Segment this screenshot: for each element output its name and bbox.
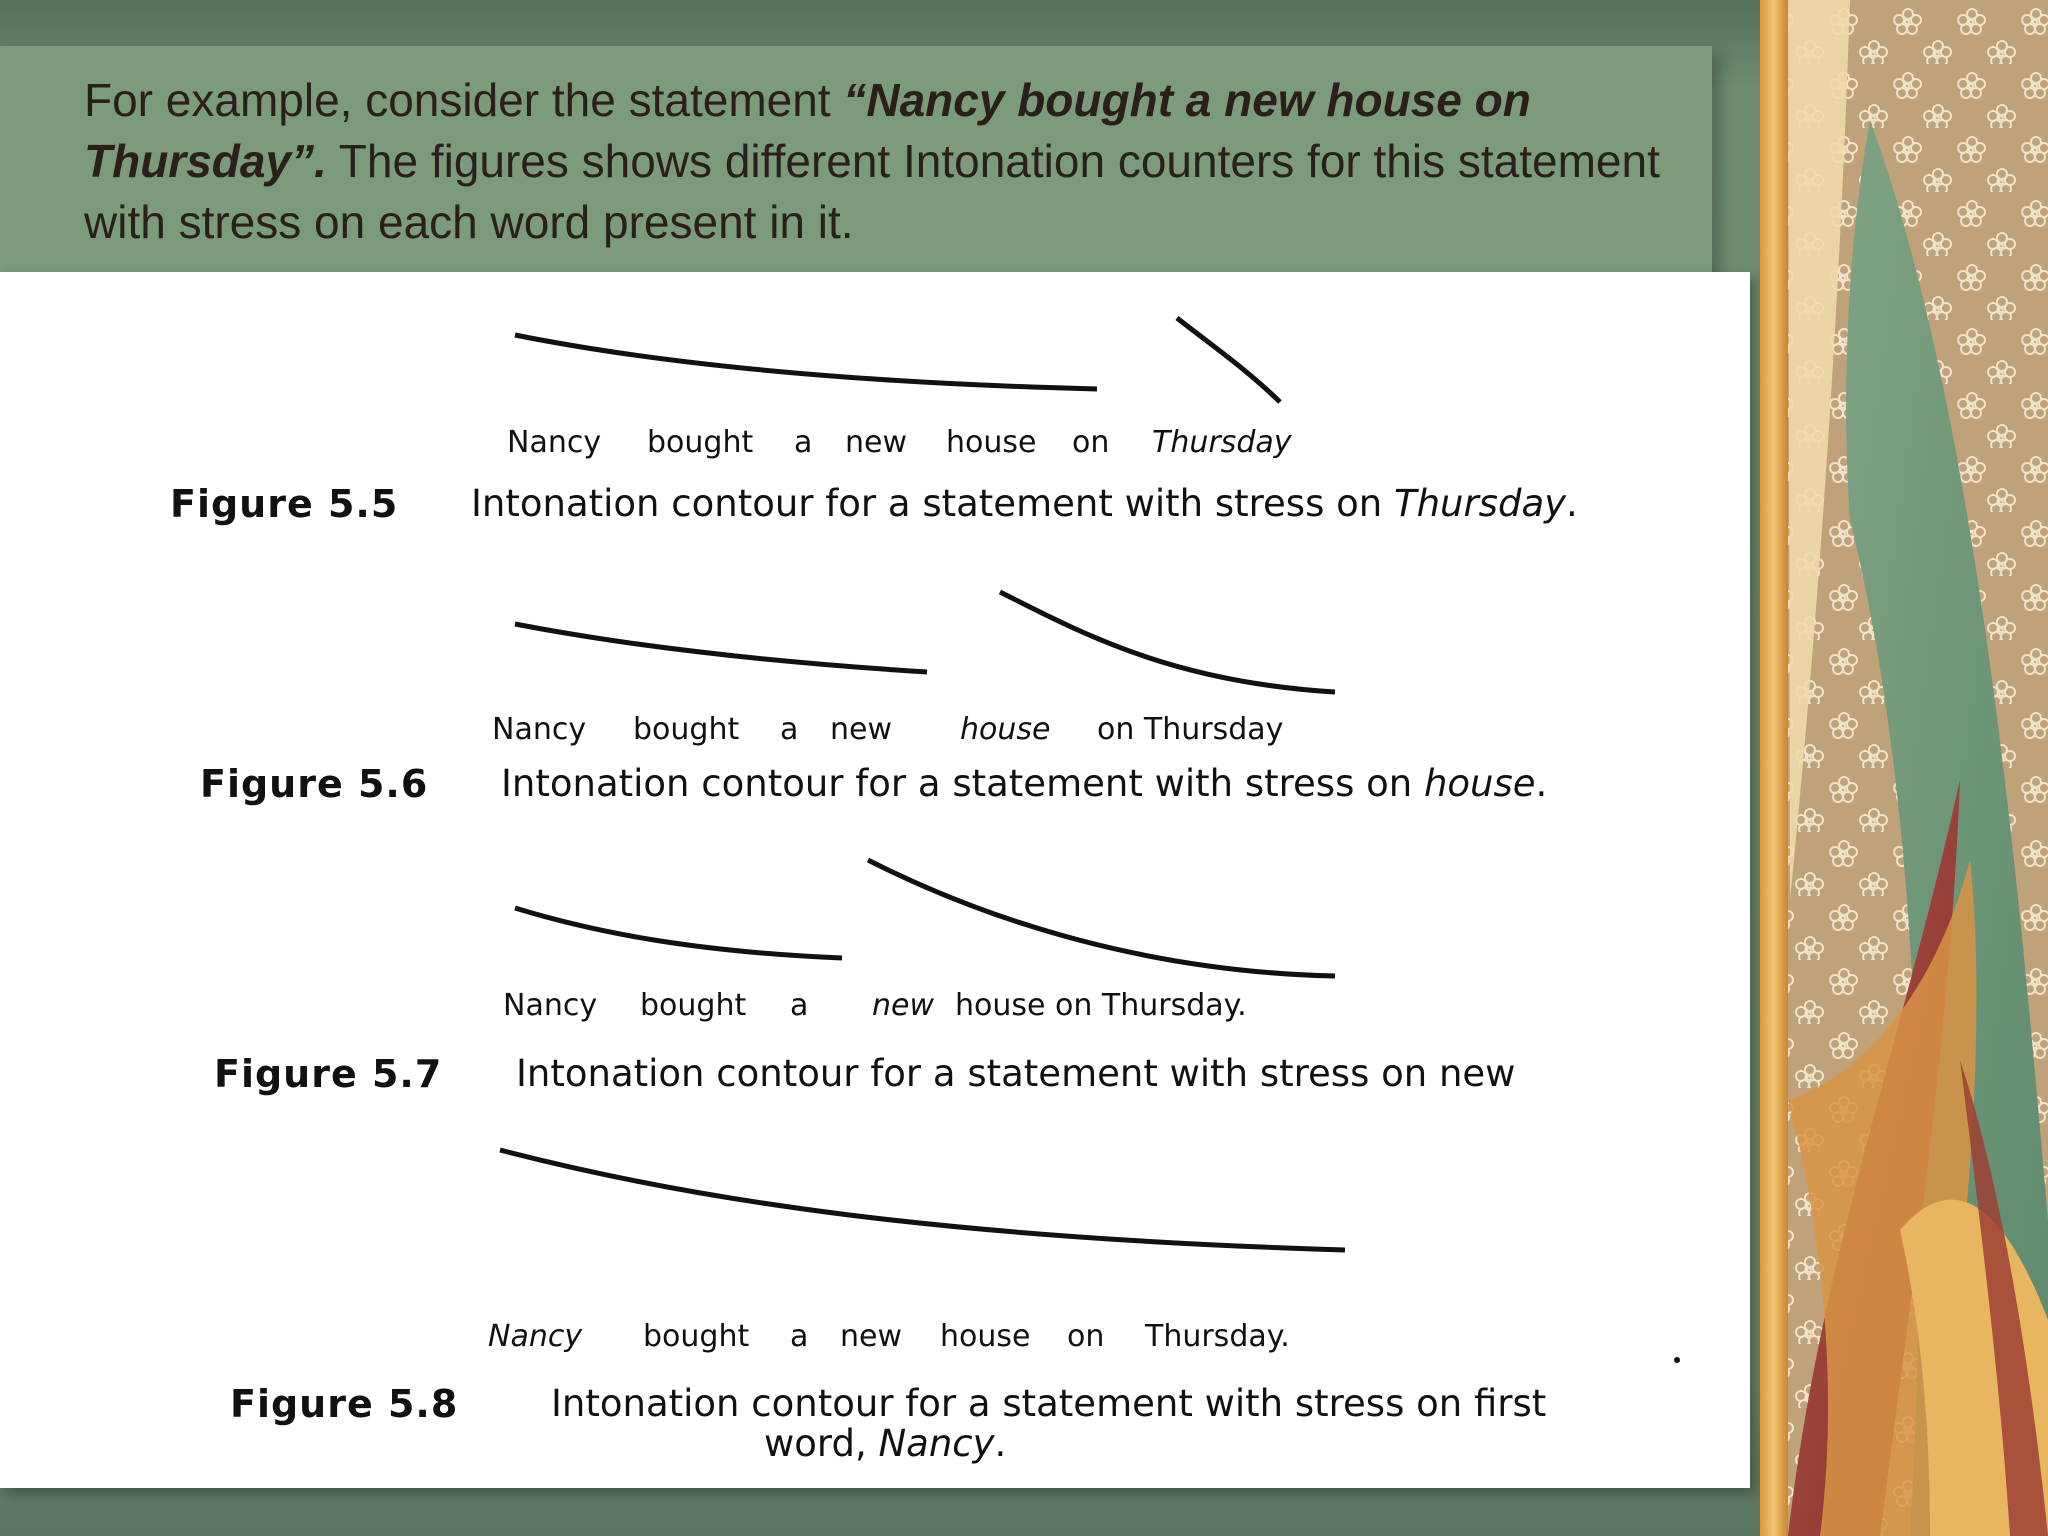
intro-quote: “Nancy bought a new house on Thursday”. [84,74,1531,187]
fig58-word-nancy: Nancy [488,1319,583,1354]
fig55-caption-lead: Intonation contour for a statement with stress on [471,482,1394,525]
fig56-contour-low [515,624,927,672]
fig56-word-nancy: Nancy [492,712,587,747]
fig55-contour-stress [1177,318,1280,402]
fig55-number: Figure 5.5 [170,482,399,526]
fig56-word-on-thursday: on Thursday [1097,712,1284,747]
fig57-caption-lead: Intonation contour for a statement with stress on new [516,1052,1516,1095]
fig58-word-bought: bought [643,1319,750,1354]
fig55-contour-low [515,335,1097,389]
fig58-word-new: new [840,1319,903,1354]
fig58-word-house: house [940,1319,1031,1354]
fig55-caption-tail: . [1566,482,1578,525]
fig58-caption-line2 [764,1422,1006,1465]
fig58-word-on: on [1067,1319,1105,1354]
fig56-caption-lead: Intonation contour for a statement with stress on [501,762,1424,805]
figure-panel [0,272,1750,1488]
fig55-caption [471,482,1578,525]
fig58-word-a: a [790,1319,809,1354]
fig56-number: Figure 5.6 [200,762,429,806]
fig56-word-new: new [830,712,893,747]
fig55-word-new: new [845,425,908,460]
fig58-word-thursday: Thursday. [1145,1319,1290,1354]
fig55-word-nancy: Nancy [507,425,602,460]
fig57-word-a: a [790,988,809,1023]
fig56-word-bought: bought [633,712,740,747]
fig55-word-on: on [1072,425,1110,460]
fig58-caption-word: Nancy [878,1422,995,1465]
fig56-contour-stress [1000,592,1335,692]
fig58-caption-line1: Intonation contour for a statement with stress on first [551,1382,1547,1425]
fig56-word-house: house [960,712,1051,747]
intro-rest: The figures shows different Intonation counters for this statement with stress on each word present in it. [84,135,1660,248]
fig55-word-bought: bought [647,425,754,460]
fig55-word-thursday: Thursday [1152,425,1292,460]
fig58-caption-line2-lead: word, [764,1422,879,1465]
fig56-caption [501,762,1547,805]
intro-paragraph [84,70,1704,253]
fig57-word-nancy: Nancy [503,988,598,1023]
fig57-word-bought: bought [640,988,747,1023]
fig55-word-a: a [794,425,813,460]
fig57-contour-stress [868,860,1335,976]
fig57-contour-low [515,908,842,958]
intro-lead: For example, consider the statement [84,74,844,126]
fig56-caption-tail: . [1535,762,1548,805]
decorative-side-panel [1760,0,2048,1536]
fig55-word-house: house [946,425,1037,460]
stray-dot [1674,1357,1680,1363]
fig58-caption-tail: . [994,1422,1007,1465]
fig58-contour [500,1150,1345,1250]
fig58-number: Figure 5.8 [230,1382,459,1426]
fig56-caption-word: house [1423,762,1536,805]
fig57-caption [516,1052,1515,1095]
fig56-word-a: a [780,712,799,747]
fig57-number: Figure 5.7 [214,1052,443,1096]
fig57-word-new: new [872,988,935,1023]
fig55-caption-word: Thursday [1393,482,1567,525]
fig57-word-house-on-thursday: house on Thursday. [955,988,1247,1023]
